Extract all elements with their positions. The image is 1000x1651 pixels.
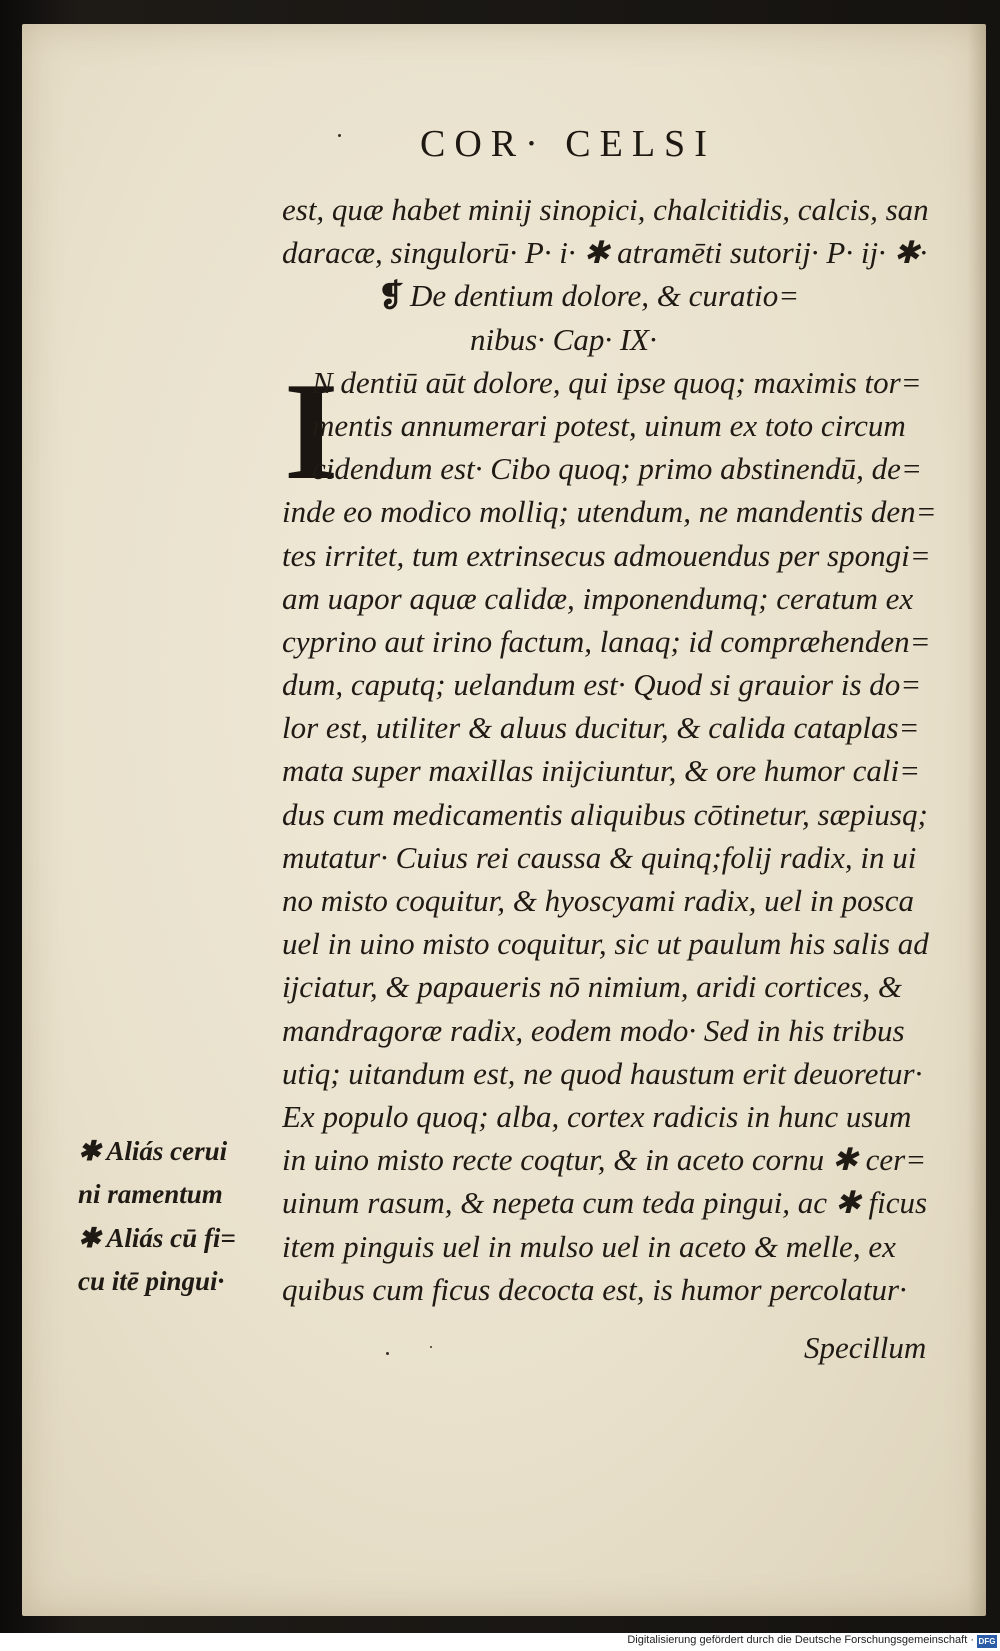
text-line: uel in uino misto coquitur, sic ut paulum his salis ad xyxy=(282,926,929,962)
text-line: dus cum medicamentis aliquibus cōtinetur, sæpiusq; xyxy=(282,796,928,832)
marginal-note-line: ni ramentum xyxy=(78,1179,223,1210)
drop-cap-initial: I xyxy=(284,354,339,509)
text-line: uinum rasum, & nepeta cum teda pingui, ac ✱ ficus xyxy=(282,1185,928,1221)
running-head: COR· CELSI xyxy=(420,123,716,165)
text-line: in uino misto recte coqtur, & in aceto cornu ✱ cer= xyxy=(282,1142,927,1178)
main-text-block xyxy=(282,188,942,1311)
text-line: mutatur· Cuius rei caussa & quinq;folij radix, in ui xyxy=(282,839,917,875)
pilcrow-icon: ❡ xyxy=(378,278,404,315)
text-line: mata super maxillas inijciuntur, & ore humor cali= xyxy=(282,753,921,789)
text-line: cidendum est· Cibo quoq; primo abstinendū, de= xyxy=(312,451,922,487)
ink-speck xyxy=(386,1352,389,1355)
text-line: no misto coquitur, & hyoscyami radix, uel in posca xyxy=(282,883,914,918)
marginal-note-line: cu itē pingui· xyxy=(78,1266,225,1297)
ink-speck xyxy=(338,134,341,137)
marginal-note-line: ✱ Aliás cū fi= xyxy=(78,1222,236,1253)
text-line: N dentiū aūt dolore, qui ipse quoq; maximis tor= xyxy=(312,364,922,400)
chapter-heading-line: nibus· Cap· IX· xyxy=(470,321,657,357)
text-line: ijciatur, & papaueris nō nimium, aridi cortices, & xyxy=(282,969,902,1005)
text-line: item pinguis uel in mulso uel in aceto & melle, ex xyxy=(282,1228,896,1264)
catchword: Specillum xyxy=(804,1330,927,1365)
text-line: utiq; uitandum est, ne quod haustum erit deuoretur· xyxy=(282,1055,923,1091)
text-line: mandragoræ radix, eodem modo· Sed in his tribus xyxy=(282,1012,905,1048)
chapter-heading-text: De dentium dolore, & curatio= xyxy=(409,278,800,314)
marginal-note-line: ✱ Aliás cerui xyxy=(78,1136,228,1166)
text-line: inde eo modico molliq; utendum, ne mandentis den= xyxy=(282,494,937,530)
text-line: am uapor aquæ calidæ, imponendumq; ceratum ex xyxy=(282,580,914,616)
page-edge-shadow xyxy=(968,24,986,1616)
ink-speck xyxy=(430,1346,432,1348)
dfg-logo-icon: DFG xyxy=(978,1637,996,1646)
marginal-notes xyxy=(78,1130,268,1304)
digitization-credit: Digitalisierung gefördert durch die Deutsche Forschungsgemeinschaft · xyxy=(627,1634,974,1646)
text-line: daracæ, singulorū· P· i· ✱ atramēti sutorij· P· ij· ✱· xyxy=(282,235,928,271)
text-line: dum, caputq; uelandum est· Quod si grauior is do= xyxy=(282,667,922,703)
text-line: cyprino aut irino factum, lanaq; id compræhenden= xyxy=(282,623,931,659)
text-line: quibus cum ficus decocta est, is humor percolatur· xyxy=(282,1271,907,1307)
text-line: lor est, utiliter & aluus ducitur, & calida cataplas= xyxy=(282,710,920,746)
text-line: tes irritet, tum extrinsecus admouendus per spongi= xyxy=(282,537,931,573)
text-line: Ex populo quoq; alba, cortex radicis in hunc usum xyxy=(282,1098,912,1134)
text-line: mentis annumerari potest, uinum ex toto circum xyxy=(312,407,906,443)
text-line: est, quæ habet minij sinopici, chalcitidis, calcis, san xyxy=(282,192,929,227)
chapter-heading-line xyxy=(282,274,942,317)
